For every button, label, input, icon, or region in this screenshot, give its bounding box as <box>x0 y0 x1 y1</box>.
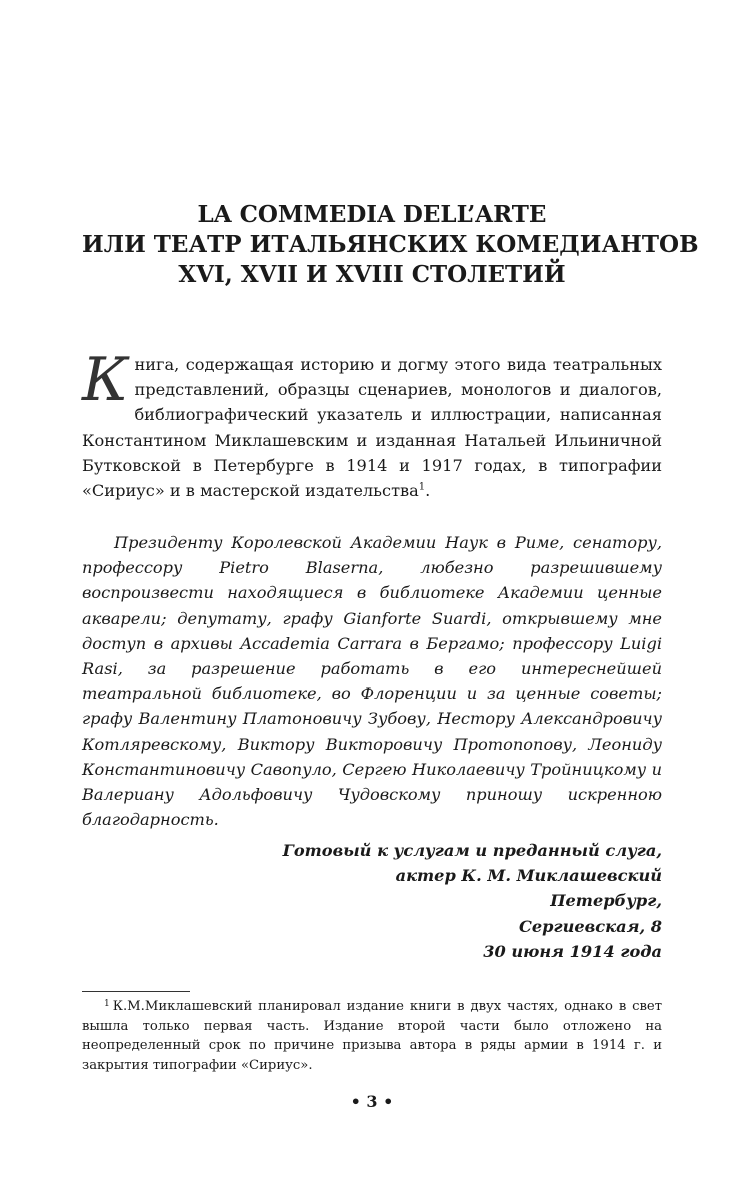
page-number: • 3 • <box>350 1092 394 1111</box>
title-line-1: LA COMMEDIA DELL’ARTE <box>197 201 547 228</box>
intro-paragraph: Книга, содержащая историю и догму этого вида театральных представлений, образцы сценариев, монологов и диалогов, библиографический указатель и иллюстрации, написанная Константином Миклашевским и изданная Натальей Ильиничной Бутковской в Петербурге в 1914 и 1917 годах, в типографии «Сириус» и в мастерской издательства$^1$. <box>82 345 662 501</box>
signature-line-4: Сергиевская, 8 <box>518 916 662 936</box>
signature-line-3: Петербург, <box>550 891 662 911</box>
signature-line-2: актер К. М. Миклашевский <box>395 866 662 886</box>
chapter-title <box>82 200 699 290</box>
dedication-text: Президенту Королевской Академии Наук в Риме, сенатору, профессору Pietro Blaserna, любезно разрешившему воспроизвести находящиеся в библиотеке Академии ценные акварели; депутату, графу Gianforte Suardi, открывшему мне доступ в архивы Accademia Carrara в Бергамо; профессору Luigi Rasi, за разрешение работать в его интереснейшей театральной библиотеке, во Флоренции и за ценные советы; графу Валентину Платоновичу Зубову, Нестору Александровичу Котляревскому, Виктору Викторовичу Протопопову, Леониду Константиновичу Савопуло, Сергею Николаевичу Тройницкому и Валериану Адольфовичу Чудовскому приношу искренною благодарность. <box>82 533 662 830</box>
intro-text: нига, содержащая историю и догму этого вида театральных представлений, образцы сценариев, монологов и диалогов, библиографический указатель и иллюстрации, написанная Константином Миклашевским и изданная Натальей Ильиничной Бутковской в Петербурге в 1914 и 1917 годах, в типографии «Сириус» и в мастерской издательства <box>82 355 662 501</box>
footnote-reference: 1 <box>418 481 426 493</box>
footnote <box>82 997 662 1075</box>
footnote-divider <box>82 991 190 992</box>
title-line-3: XVI, XVII И XVIII СТОЛЕТИЙ <box>178 261 566 288</box>
drop-cap: К <box>82 345 129 415</box>
footnote-mark: 1 <box>104 999 110 1009</box>
signature-line-1: Готовый к услугам и преданный слуга, <box>282 841 662 860</box>
dedication-paragraph <box>82 530 662 832</box>
title-line-2: ИЛИ ТЕАТР ИТАЛЬЯНСКИХ КОМЕДИАНТОВ <box>82 231 699 258</box>
signature-block <box>82 838 662 964</box>
footnote-text: К.М.Миклашевский планировал издание книги в двух частях, однако в свет вышла только первая часть. Издание второй части было отложено на неопределенный срок по причине призыва автора в ряды армии в 1914 г. и закрытия типографии «Сириус». <box>82 999 662 1073</box>
signature-line-5: 30 июня 1914 года <box>483 941 662 961</box>
book-page <box>82 0 699 1182</box>
